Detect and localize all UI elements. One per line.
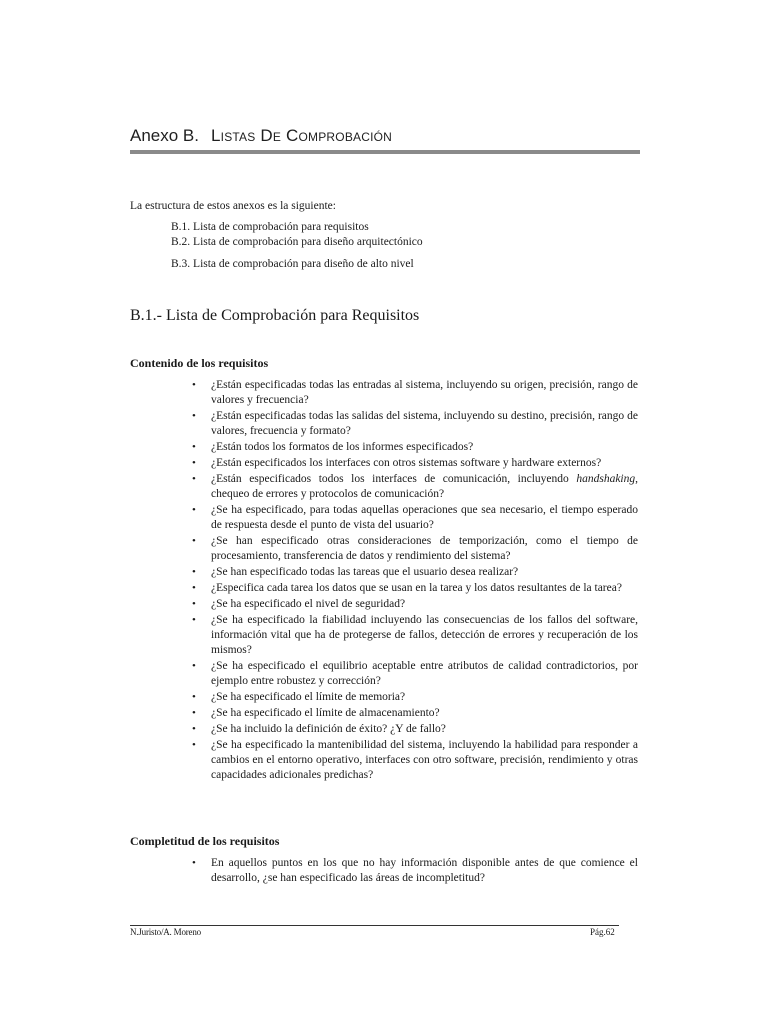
bullet-icon: • (192, 723, 196, 735)
toc-item: B.2. Lista de comprobación para diseño arquitectónico (171, 236, 423, 248)
bullet-icon: • (192, 739, 196, 751)
checklist-item-text: ¿Se ha especificado, para todas aquellas operaciones que sea necesario, el tiempo esperado de respuesta desde el punto de vista del usuario? (211, 504, 638, 531)
bullet-icon: • (192, 535, 196, 547)
annex-title (130, 124, 640, 148)
page-number: Pág.62 (590, 927, 615, 937)
checklist-item (192, 613, 638, 658)
checklist-item-text: ¿Están especificadas todas las salidas del sistema, incluyendo su destino, precisión, rango de valores, frecuencia y formato? (211, 410, 638, 437)
section-title: B.1.- Lista de Comprobación para Requisitos (130, 307, 420, 324)
footer-authors: N.Juristo/A. Moreno (130, 927, 201, 937)
annex-contents-list (171, 220, 423, 272)
checklist-item (192, 565, 638, 580)
bullet-icon: • (192, 504, 196, 516)
checklist-item-text: ¿Están especificados los interfaces con otros sistemas software y hardware externos? (211, 457, 602, 469)
checklist-item-text: ¿Se ha especificado el límite de almacenamiento? (211, 707, 440, 719)
toc-item: B.3. Lista de comprobación para diseño de alto nivel (171, 258, 414, 270)
checklist-item (192, 597, 638, 612)
checklist-item-text: ¿Especifica cada tarea los datos que se usan en la tarea y los datos resultantes de la tarea? (211, 582, 622, 594)
checklist (192, 856, 638, 887)
subsection-heading: Completitud de los requisitos (130, 834, 280, 848)
bullet-icon: • (192, 598, 196, 610)
checklist-item-text: ¿Se ha incluido la definición de éxito? ¿Y de fallo? (211, 723, 446, 735)
toc-item: B.1. Lista de comprobación para requisitos (171, 221, 369, 233)
checklist-item (192, 581, 638, 596)
bullet-icon: • (192, 410, 196, 422)
bullet-icon: • (192, 582, 196, 594)
checklist-item-text: ¿Se ha especificado la fiabilidad incluyendo las consecuencias de los fallos del software, información vital que ha de protegerse de fallos, detección de errores y recuperación de los mismos? (211, 614, 638, 656)
checklist-item (192, 440, 638, 455)
annex-heading (130, 124, 640, 148)
bullet-icon: • (192, 473, 196, 485)
checklist-item-text: ¿Se ha especificado la mantenibilidad del sistema, incluyendo la habilidad para responder a cambios en el entorno operativo, interfaces con otro software, precisión, rendimiento y otras capacidades adicionales predichas? (211, 739, 638, 781)
bullet-icon: • (192, 691, 196, 703)
checklist-item (192, 738, 638, 783)
subsection-heading: Contenido de los requisitos (130, 356, 269, 370)
checklist-item (192, 472, 638, 502)
annex-name: Listas De Comprobación (211, 126, 393, 145)
checklist-item (192, 690, 638, 705)
footer-divider (130, 925, 619, 926)
checklist-item-text: ¿Se ha especificado el nivel de seguridad? (211, 598, 406, 610)
bullet-icon: • (192, 614, 196, 626)
bullet-icon: • (192, 441, 196, 453)
annex-label: Anexo B. (130, 126, 199, 145)
bullet-icon: • (192, 857, 196, 869)
bullet-icon: • (192, 566, 196, 578)
checklist-item (192, 856, 638, 886)
checklist-item (192, 659, 638, 689)
checklist-item-text: En aquellos puntos en los que no hay información disponible antes de que comience el desarrollo, ¿se han especificado las áreas de incompletitud? (211, 857, 638, 884)
bullet-icon: • (192, 707, 196, 719)
checklist-item-text: ¿Se ha especificado el límite de memoria? (211, 691, 406, 703)
checklist-item-text: ¿Se han especificado otras consideraciones de temporización, como el tiempo de procesamiento, transferencia de datos y rendimiento del sistema? (211, 535, 638, 562)
checklist-item (192, 534, 638, 564)
checklist-item (192, 378, 638, 408)
bullet-icon: • (192, 660, 196, 672)
checklist-item-text: ¿Están especificadas todas las entradas al sistema, incluyendo su origen, precisión, rango de valores y frecuencia? (211, 379, 638, 406)
checklist (192, 378, 638, 784)
checklist-item-text: ¿Están especificados todos los interfaces de comunicación, incluyendo handshaking, chequeo de errores y protocolos de comunicación? (211, 473, 638, 500)
checklist-item (192, 706, 638, 721)
checklist-item (192, 456, 638, 471)
checklist-item (192, 722, 638, 737)
checklist-item-text: ¿Están todos los formatos de los informes especificados? (211, 441, 474, 453)
bullet-icon: • (192, 379, 196, 391)
checklist-item (192, 503, 638, 533)
title-underline (130, 150, 640, 154)
checklist-item-text: ¿Se ha especificado el equilibrio aceptable entre atributos de calidad contradictorios, por ejemplo entre robustez y corrección? (211, 660, 638, 687)
intro-text: La estructura de estos anexos es la siguiente: (130, 200, 336, 212)
checklist-item-text: ¿Se han especificado todas las tareas que el usuario desea realizar? (211, 566, 519, 578)
bullet-icon: • (192, 457, 196, 469)
checklist-item (192, 409, 638, 439)
